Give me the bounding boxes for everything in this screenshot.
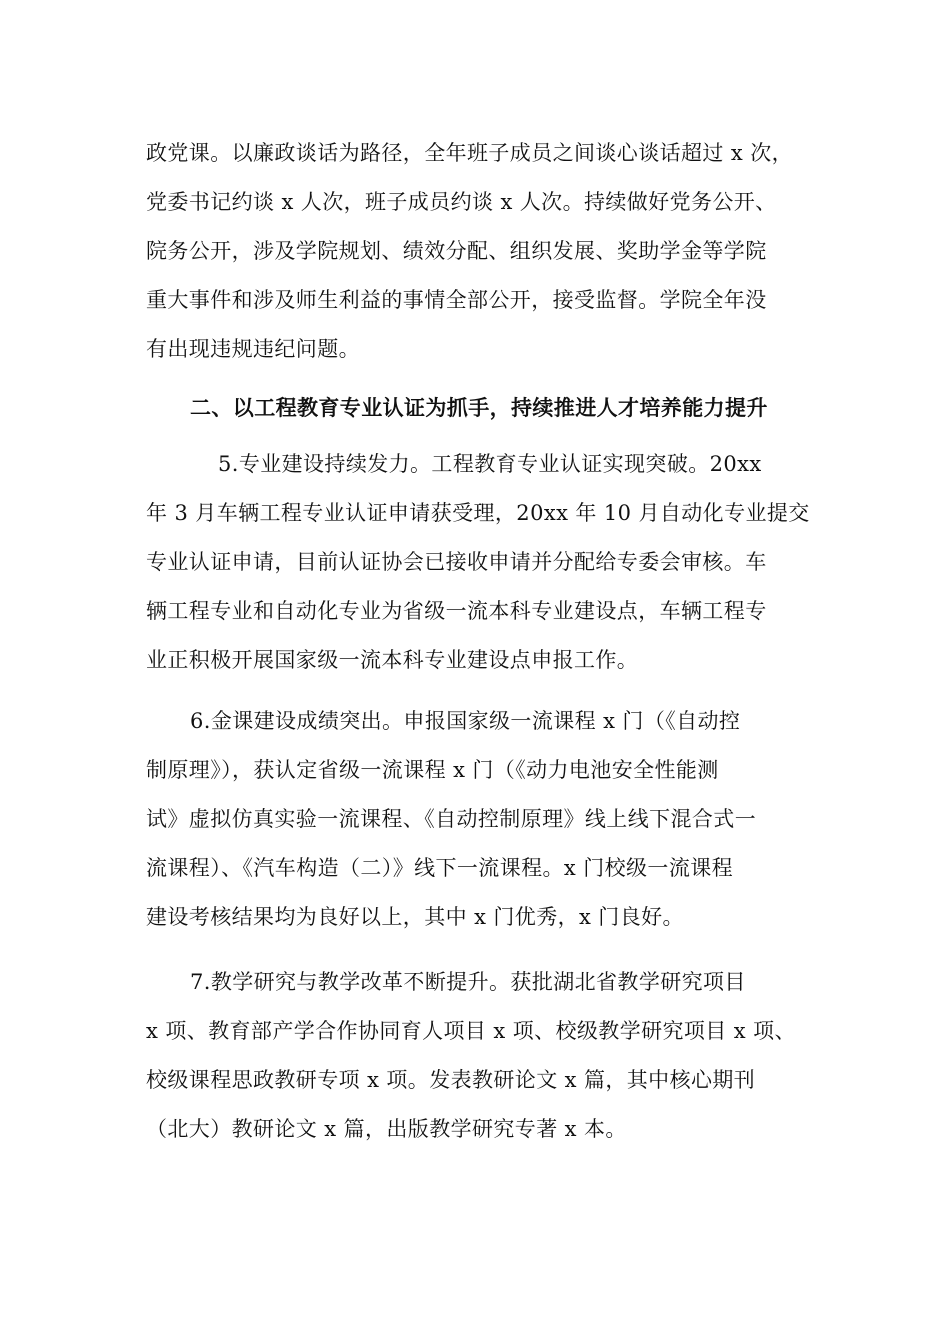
paragraph-line: 流课程）、《汽车构造（二）》线下一流课程。x 门校级一流课程 bbox=[146, 856, 734, 880]
paragraph-line: 党委书记约谈 x 人次，班子成员约谈 x 人次。持续做好党务公开、 bbox=[146, 190, 777, 214]
section-heading: 二、以工程教育专业认证为抓手，持续推进人才培养能力提升 bbox=[190, 395, 768, 420]
paragraph-line: 辆工程专业和自动化专业为省级一流本科专业建设点，车辆工程专 bbox=[146, 599, 767, 623]
paragraph-line: 重大事件和涉及师生利益的事情全部公开，接受监督。学院全年没 bbox=[146, 288, 767, 312]
paragraph-line: 5.专业建设持续发力。工程教育专业认证实现突破。20xx bbox=[218, 452, 762, 476]
paragraph-line: x 项、教育部产学合作协同育人项目 x 项、校级教学研究项目 x 项、 bbox=[146, 1019, 796, 1043]
paragraph-line: 制原理》），获认定省级一流课程 x 门（《动力电池安全性能测 bbox=[146, 758, 719, 782]
paragraph-line: 政党课。以廉政谈话为路径，全年班子成员之间谈心谈话超过 x 次， bbox=[146, 141, 793, 165]
paragraph-line: 院务公开，涉及学院规划、绩效分配、组织发展、奖助学金等学院 bbox=[146, 239, 767, 263]
paragraph-line: 6.金课建设成绩突出。申报国家级一流课程 x 门（《自动控 bbox=[190, 709, 741, 733]
paragraph-line: 建设考核结果均为良好以上，其中 x 门优秀，x 门良好。 bbox=[146, 905, 684, 929]
paragraph-line: 业正积极开展国家级一流本科专业建设点申报工作。 bbox=[146, 648, 639, 672]
paragraph-line: 年 3 月车辆工程专业认证申请获受理，20xx 年 10 月自动化专业提交 bbox=[146, 501, 810, 525]
paragraph-line: 7.教学研究与教学改革不断提升。获批湖北省教学研究项目 bbox=[190, 970, 746, 994]
paragraph-line: 试》虚拟仿真实验一流课程、《自动控制原理》线上线下混合式一 bbox=[146, 807, 757, 831]
paragraph-line: （北大）教研论文 x 篇，出版教学研究专著 x 本。 bbox=[146, 1117, 627, 1141]
paragraph-line: 专业认证申请，目前认证协会已接收申请并分配给专委会审核。车 bbox=[146, 550, 767, 574]
paragraph-line: 有出现违规违纪问题。 bbox=[146, 337, 360, 361]
paragraph-line: 校级课程思政教研专项 x 项。发表教研论文 x 篇，其中核心期刊 bbox=[146, 1068, 756, 1092]
